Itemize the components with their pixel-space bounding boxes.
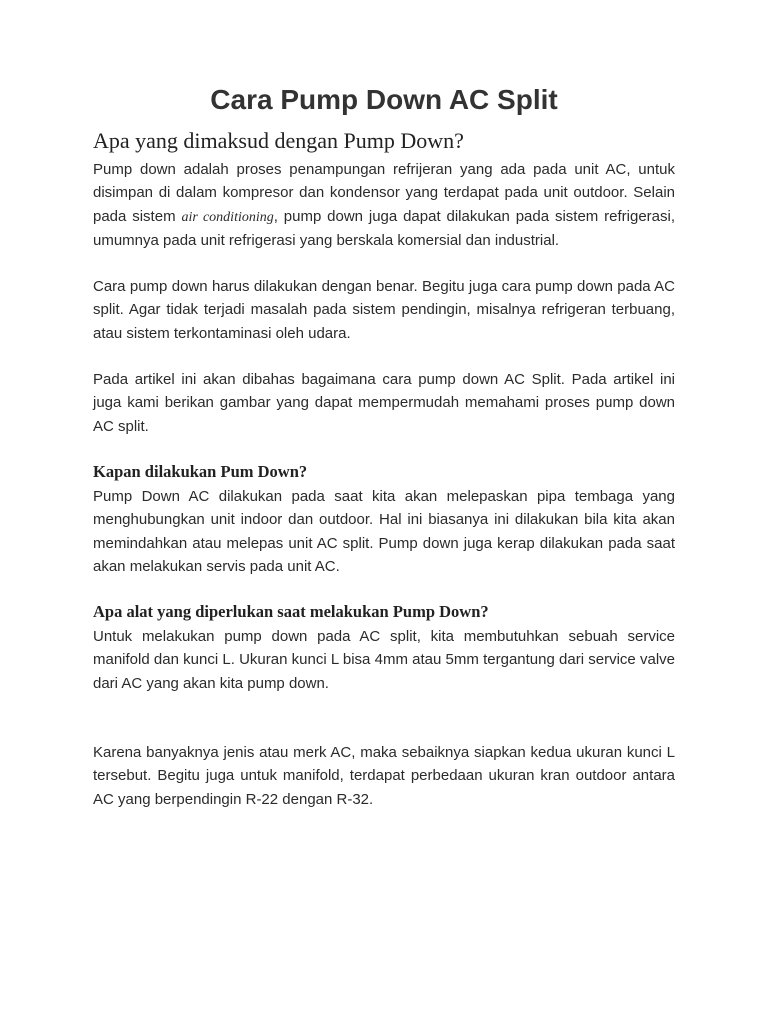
section-heading-when: Kapan dilakukan Pum Down? [93, 462, 308, 481]
paragraph-text: Pump down adalah proses penampungan refrijeran yang ada pada unit AC, untuk disimpan di dalam kompresor dan kondensor yang terdapat pada unit outdoor. Selain pada sistem [93, 161, 675, 225]
paragraph-procedure: Cara pump down harus dilakukan dengan benar. Begitu juga cara pump down pada AC split. Agar tidak terjadi masalah pada sistem pendingin, misalnya refrigeran terbuang, atau sistem terkontaminasi oleh udara. [93, 278, 675, 342]
section-heading-tools: Apa alat yang diperlukan saat melakukan Pump Down? [93, 602, 489, 621]
section-heading-definition: Apa yang dimaksud dengan Pump Down? [93, 128, 464, 153]
paragraph-definition [93, 158, 675, 253]
paragraph-when: Pump Down AC dilakukan pada saat kita akan melepaskan pipa tembaga yang menghubungkan unit indoor dan outdoor. Hal ini biasanya ini dilakukan bila kita akan memindahkan atau melepas unit AC split. Pump down juga kerap dilakukan pada saat akan melakukan servis pada unit AC. [93, 488, 675, 576]
paragraph-sizes: Karena banyaknya jenis atau merk AC, maka sebaiknya siapkan kedua ukuran kunci L tersebut. Begitu juga untuk manifold, terdapat perbedaan ukuran kran outdoor antara AC yang berpendingin R-22 dengan R-32. [93, 744, 675, 808]
page-title: Cara Pump Down AC Split [210, 84, 558, 115]
paragraph-tools: Untuk melakukan pump down pada AC split, kita membutuhkan sebuah service manifold dan kunci L. Ukuran kunci L bisa 4mm atau 5mm tergantung dari service valve dari AC yang akan kita pump down. [93, 628, 675, 692]
emphasis-text: air conditioning [181, 209, 274, 225]
paragraph-text: , pump down juga dapat dilakukan pada sistem refrigerasi, umumnya pada unit refrigerasi yang berskala komersial dan industrial. [93, 207, 675, 250]
paragraph-article-intro: Pada artikel ini akan dibahas bagaimana cara pump down AC Split. Pada artikel ini juga kami berikan gambar yang dapat mempermudah memahami proses pump down AC split. [93, 371, 675, 435]
